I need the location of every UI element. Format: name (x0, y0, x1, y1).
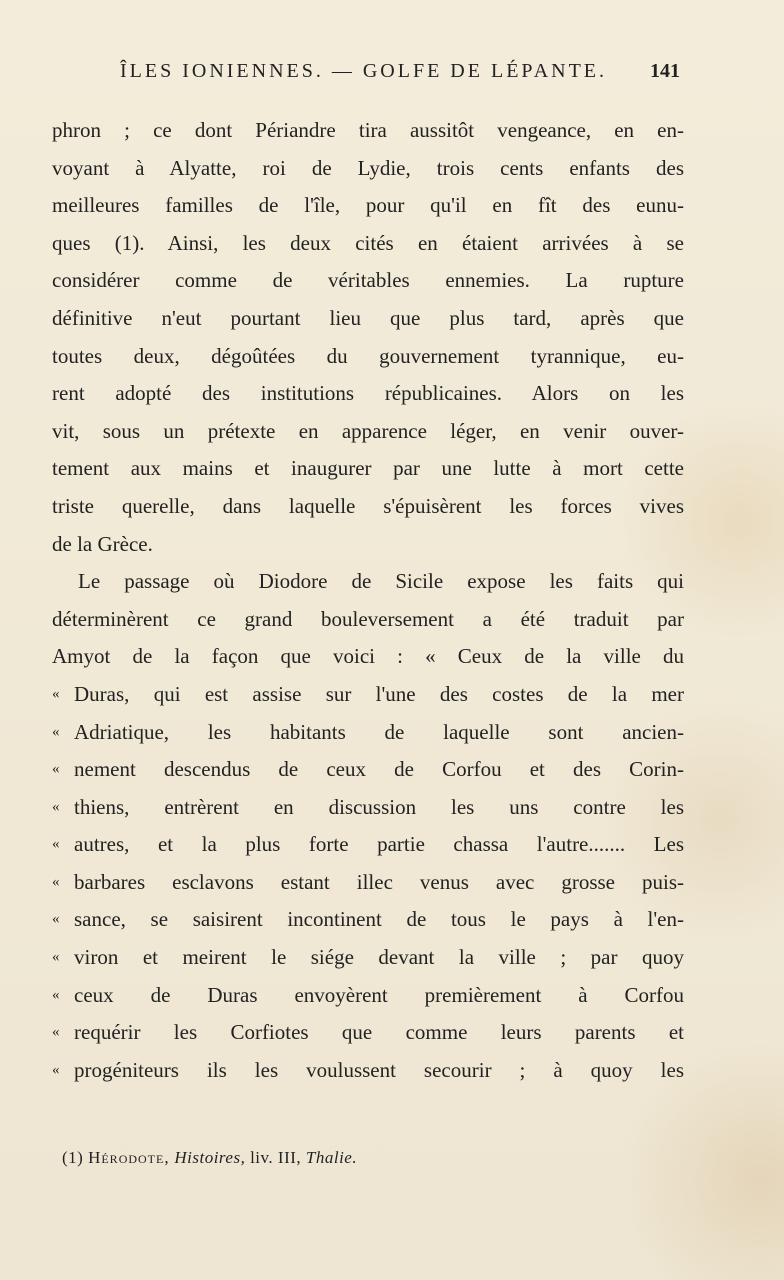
quote-line (52, 864, 684, 902)
quote-line (52, 676, 684, 714)
text-line: considérer comme de véritables ennemies. La rupture (52, 268, 684, 293)
footnote-author: Hérodote, (88, 1148, 170, 1167)
quote-text: autres, et la plus forte partie chassa l'autre....... Les (74, 832, 684, 857)
text-line: voyant à Alyatte, roi de Lydie, trois cents enfants des (52, 155, 684, 180)
quote-line (52, 977, 684, 1015)
quote-mark: « (52, 761, 60, 778)
quote-line (52, 714, 684, 752)
quote-text: Duras, qui est assise sur l'une des costes de la mer (74, 681, 684, 706)
text-line: de la Grèce. (52, 531, 153, 556)
text-line: toutes deux, dégoûtées du gouvernement tyrannique, eu- (52, 343, 684, 368)
footnote-marker: (1) (62, 1148, 84, 1167)
paragraph-start-line: Le passage où Diodore de Sicile expose les faits qui (78, 569, 684, 594)
quote-text: sance, se saisirent incontinent de tous le pays à l'en- (74, 907, 684, 932)
quote-mark: « (52, 723, 60, 740)
text-line: Amyot de la façon que voici : « Ceux de la ville du (52, 644, 684, 669)
text-line: ques (1). Ainsi, les deux cités en étaient arrivées à se (52, 230, 684, 255)
text-line: déterminèrent ce grand bouleversement a été traduit par (52, 606, 684, 631)
text-line: triste querelle, dans laquelle s'épuisèrent les forces vives (52, 493, 684, 518)
quote-mark: « (52, 798, 60, 815)
quote-line (52, 901, 684, 939)
quote-text: nement descendus de ceux de Corfou et des Corin- (74, 757, 684, 782)
quote-line (52, 789, 684, 827)
footnote-ref: liv. III, (250, 1148, 302, 1167)
quote-mark: « (52, 1024, 60, 1041)
footnote-work: Histoires, (174, 1148, 246, 1167)
text-line: meilleures familles de l'île, pour qu'il en fît des eunu- (52, 193, 684, 218)
text-line: rent adopté des institutions républicaines. Alors on les (52, 381, 684, 406)
quote-mark: « (52, 949, 60, 966)
text-line: tement aux mains et inaugurer par une lutte à mort cette (52, 456, 684, 481)
quote-text: progéniteurs ils les voulussent secourir ; à quoy les (74, 1057, 684, 1082)
quote-text: Adriatique, les habitants de laquelle sont ancien- (74, 719, 684, 744)
text-line: définitive n'eut pourtant lieu que plus tard, après que (52, 305, 684, 330)
text-line: vit, sous un prétexte en apparence léger, en venir ouver- (52, 418, 684, 443)
main-text (52, 112, 684, 1089)
quote-line (52, 1014, 684, 1052)
quote-mark: « (52, 986, 60, 1003)
quote-mark: « (52, 685, 60, 702)
quote-text: viron et meirent le siége devant la ville ; par quoy (74, 945, 684, 970)
quote-text: barbares esclavons estant illec venus avec grosse puis- (74, 869, 684, 894)
quote-mark: « (52, 873, 60, 890)
running-head (120, 60, 680, 83)
text-line: phron ; ce dont Périandre tira aussitôt vengeance, en en- (52, 118, 684, 142)
quote-line (52, 751, 684, 789)
running-head-title: ÎLES IONIENNES. — GOLFE DE LÉPANTE. (120, 60, 608, 82)
quote-text: thiens, entrèrent en discussion les uns contre les (74, 794, 684, 819)
quote-mark: « (52, 836, 60, 853)
quote-mark: « (52, 1061, 60, 1078)
quote-text: requérir les Corfiotes que comme leurs parents et (74, 1020, 684, 1045)
quote-text: ceux de Duras envoyèrent premièrement à Corfou (74, 982, 684, 1007)
footnote-book: Thalie. (305, 1148, 358, 1167)
quote-line (52, 1052, 684, 1090)
quote-line (52, 826, 684, 864)
page-number: 141 (650, 60, 680, 82)
quote-mark: « (52, 911, 60, 928)
footnote (62, 1148, 357, 1168)
quote-line (52, 939, 684, 977)
